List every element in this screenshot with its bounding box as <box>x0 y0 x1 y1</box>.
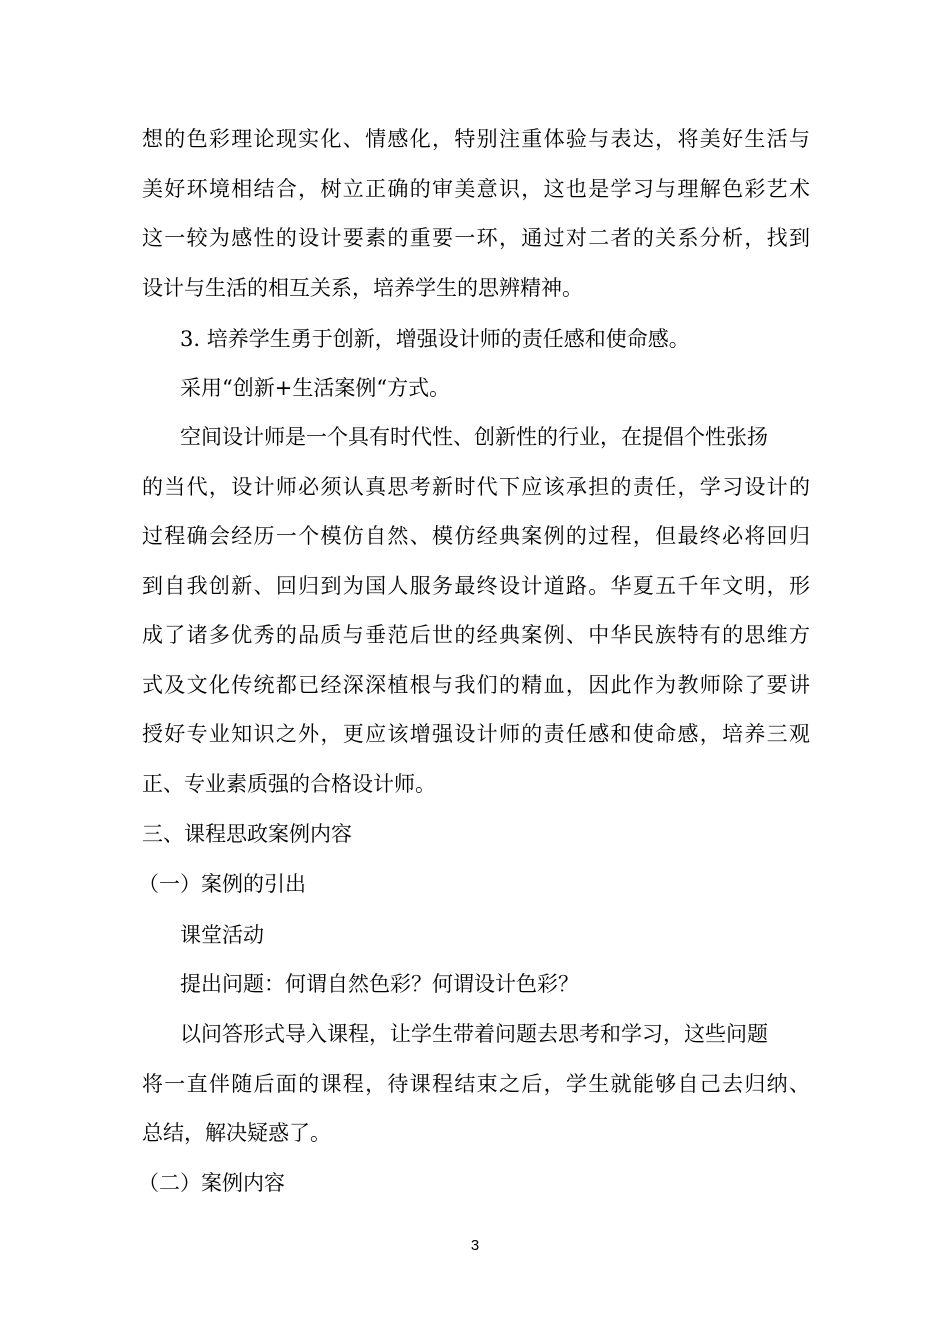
paragraph-line: 空间设计师是一个具有时代性、创新性的行业，在提倡个性张扬 <box>180 425 768 449</box>
paragraph-line: 正、专业素质强的合格设计师。 <box>142 771 436 796</box>
paragraph-line: 这一较为感性的设计要素的重要一环，通过对二者的关系分析，找到 <box>142 226 810 250</box>
page-number: 3 <box>470 1237 480 1254</box>
paragraph-line: 的当代，设计师必须认真思考新时代下应该承担的责任，学习设计的 <box>142 474 810 499</box>
paragraph-line: 过程确会经历一个模仿自然、模仿经典案例的过程，但最终必将回归 <box>142 524 810 548</box>
subsection-heading-1 <box>138 860 806 910</box>
paragraph-line: 美好环境相结合，树立正确的审美意识，这也是学习与理解色彩艺术 <box>142 176 810 201</box>
paragraph-line: 设计与生活的相互关系，培养学生的思辨精神。 <box>142 275 583 300</box>
method-line <box>180 364 810 414</box>
subsection-title: （二）案例内容 <box>138 1171 285 1195</box>
classroom-activity <box>180 911 810 961</box>
paragraph-line: 授好专业知识之外，更应该增强设计师的责任感和使命感，培养三观 <box>142 722 810 746</box>
paragraph-qa-intro <box>142 1010 810 1159</box>
question-text: 提出问题：何谓自然色彩？何谓设计色彩？ <box>180 972 579 996</box>
section-heading <box>142 810 810 860</box>
subsection-heading-2 <box>138 1159 806 1209</box>
objective-item-3 <box>180 315 810 365</box>
question-line <box>180 960 810 1010</box>
paragraph-line: 想的色彩理论现实化、情感化，特别注重体验与表达，将美好生活与 <box>142 127 810 151</box>
paragraph-line: 总结，解决疑惑了。 <box>142 1121 331 1145</box>
paragraph-line: 式及文化传统都已经深深植根与我们的精血，因此作为教师除了要讲 <box>142 672 810 697</box>
paragraph-space-designer <box>142 413 810 809</box>
paragraph-line: 到自我创新、回归到为国人服务最终设计道路。华夏五千年文明，形 <box>142 573 810 598</box>
section-title: 三、课程思政案例内容 <box>142 822 352 846</box>
paragraph-line: 将一直伴随后面的课程，待课程结束之后，学生就能够自己去归纳、 <box>142 1071 810 1096</box>
paragraph-color-theory <box>142 115 810 313</box>
paragraph-line: 成了诸多优秀的品质与垂范后世的经典案例、中华民族特有的思维方 <box>142 623 810 647</box>
subsection-title: （一）案例的引出 <box>138 872 306 896</box>
objective-text: 3. 培养学生勇于创新，增强设计师的责任感和使命感。 <box>180 327 690 351</box>
method-text: 采用“创新+生活案例“方式。 <box>180 376 451 400</box>
paragraph-line: 以问答形式导入课程，让学生带着问题去思考和学习，这些问题 <box>180 1022 768 1046</box>
activity-label: 课堂活动 <box>180 923 264 947</box>
